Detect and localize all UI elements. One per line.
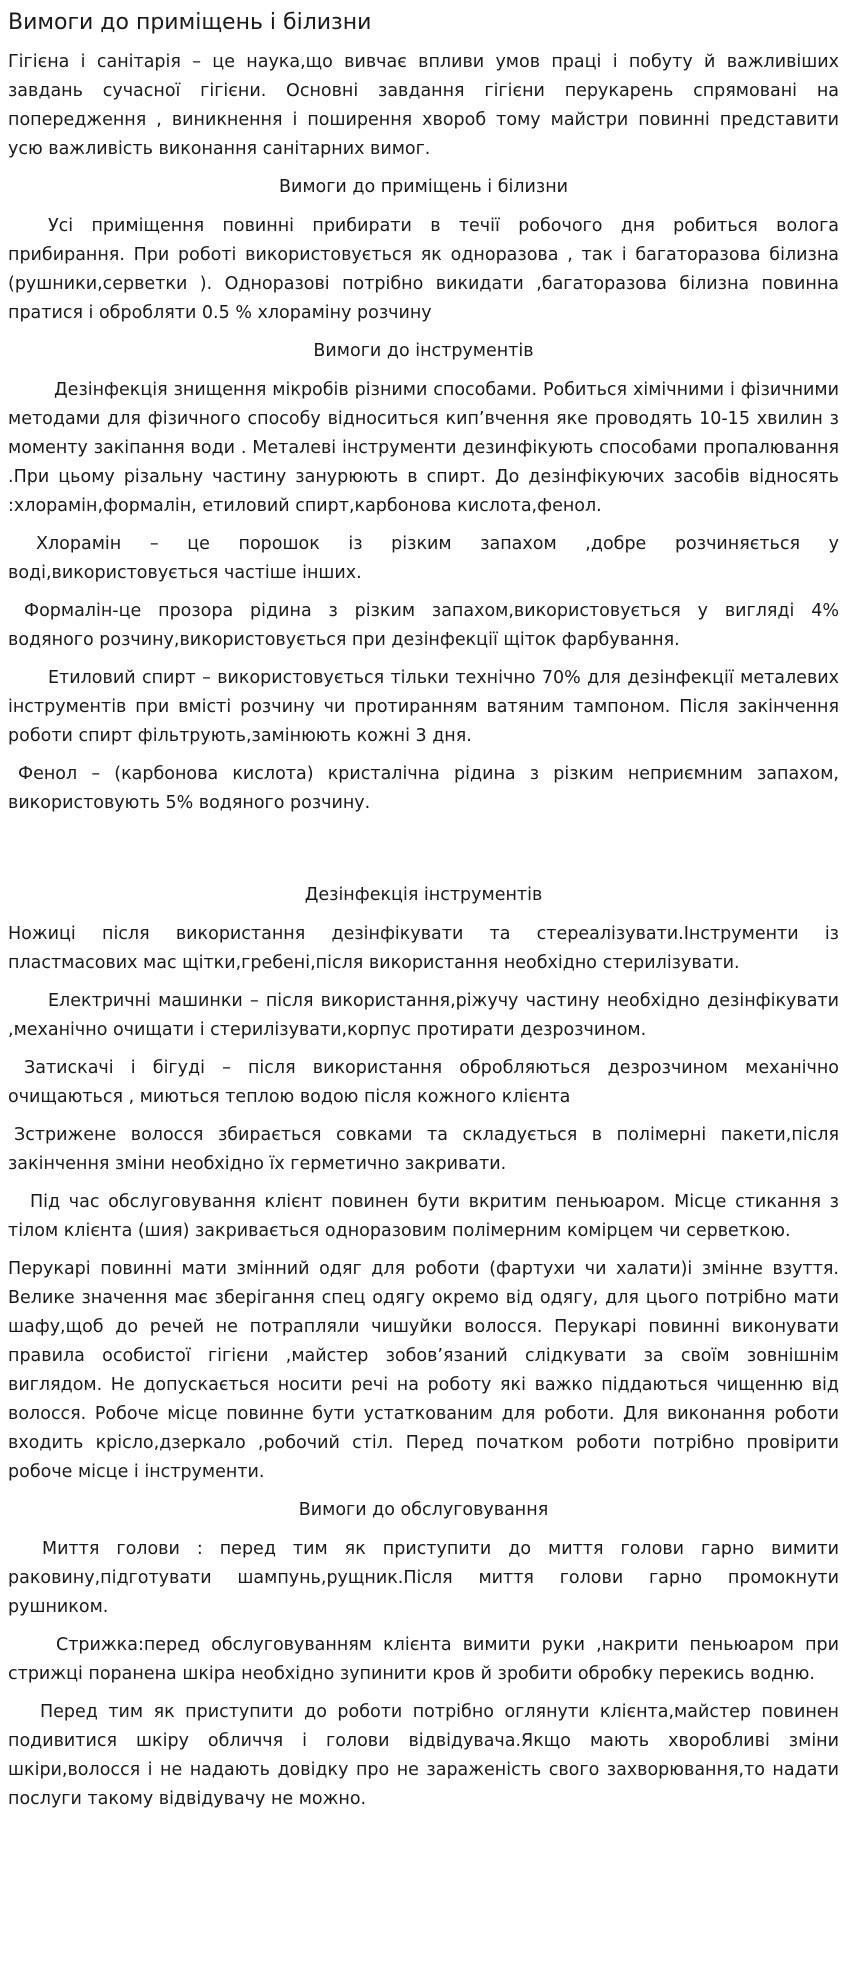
section-heading: Вимоги до обслуговування: [298, 1500, 549, 1520]
section-spacer: [8, 827, 839, 873]
section-heading: Вимоги до інструментів: [313, 341, 534, 361]
paragraph: Хлорамін – це порошок із різким запахом ,добре розчиняється у воді,використовується частіше інших.: [8, 534, 839, 583]
paragraph: Дезінфекція знищення мікробів різними способами. Робиться хімічними і фізичними методами для фізичного способу відноситься кип’вчення яке проводять 10-15 хвилин з моменту закіпання води . Металеві інструменти дезинфікують способами пропалювання .При цьому різальну частину занурюють в спирт. До дезінфікуючих засобів відносять :хлорамін,формалін, етиловий спирт,карбонова кислота,фенол.: [8, 380, 839, 516]
paragraph: Перукарі повинні мати змінний одяг для роботи (фартухи чи халати)і змінне взуття. Велике значення має зберігання спец одягу окремо від одягу, для цього потрібно мати шафу,щоб до речей не потрапляли чишуйки волосся. Перукарі повинні виконувати правила особистої гігієни ,майстер зобов’язаний слідкувати за своїм зовнішнім виглядом. Не допускається носити речі на роботу які важко піддаються чищенню від волосся. Робоче місце повинне бути устаткованим для роботи. Для виконання роботи входить крісло,дзеркало ,робочий стіл. Перед початком роботи потрібно провірити робоче місце і інструменти.: [8, 1259, 839, 1482]
paragraph: Усі приміщення повинні прибирати в течії робочого дня робиться волога прибирання. При роботі використовується як одноразова , так і багаторазова білизна (рушники,серветки ). Одноразові потрібно викидати ,багаторазова білизна повинна пратися і обробляти 0.5 % хлораміну розчину: [8, 216, 839, 323]
paragraph: Формалін-це прозора рідина з різким запахом,використовується у вигляді 4% водяного розчину,використовується при дезінфекції щіток фарбування.: [8, 601, 839, 650]
paragraph: Гігієна і санітарія – це наука,що вивчає впливи умов праці і побуту й важливіших завдань сучасної гігієни. Основні завдання гігієни перукарень спрямовані на попередження , виникнення і поширення хвороб тому майстри повинні представити усю важливість виконання санітарних вимог.: [8, 52, 839, 159]
paragraph: Перед тим як приступити до роботи потрібно оглянути клієнта,майстер повинен подивитися шкіру обличчя і голови відвідувача.Якщо мають хворобливі зміни шкіри,волосся і не надають довідку про не зараженість свого захворювання,то надати послуги такому відвідувачу не можно.: [8, 1702, 839, 1809]
document-body: [8, 48, 839, 1814]
paragraph: Ножиці після використання дезінфікувати та стереалізувати.Інструменти із пластмасових мас щітки,гребені,після використання необхідно стерилізувати.: [8, 924, 839, 973]
paragraph: Фенол – (карбонова кислота) кристалічна рідина з різким неприємним запахом, використовують 5% водяного розчину.: [8, 764, 839, 813]
paragraph: Стрижка:перед обслуговуванням клієнта вимити руки ,накрити пеньюаром при стрижці поранена шкіра необхідно зупинити кров й зробити обробку перекись водню.: [8, 1635, 839, 1684]
paragraph: Під час обслуговування клієнт повинен бути вкритим пеньюаром. Місце стикання з тілом клієнта (шия) закривається одноразовим полімерним комірцем чи серветкою.: [8, 1192, 839, 1241]
paragraph: Електричні машинки – після використання,ріжучу частину необхідно дезінфікувати ,механічно очищати і стерилізувати,корпус протирати дезрозчином.: [8, 991, 839, 1040]
paragraph: Затискачі і бігуді – після використання обробляються дезрозчином механічно очищаються , миються теплою водою після кожного клієнта: [8, 1058, 839, 1107]
document-title: Вимоги до приміщень і білизни: [8, 10, 372, 35]
paragraph: Миття голови : перед тим як приступити до миття голови гарно вимити раковину,підготувати шампунь,рущник.Після миття голови гарно промокнути рушником.: [8, 1539, 839, 1617]
section-heading: Дезінфекція інструментів: [304, 885, 543, 905]
section-heading: Вимоги до приміщень і білизни: [278, 177, 569, 197]
paragraph: Етиловий спирт – використовується тільки технічно 70% для дезінфекції металевих інструментів при вмісті розчину чи протиранням ватяним тампоном. Після закінчення роботи спирт фільтрують,замінюють кожні 3 дня.: [8, 668, 839, 746]
paragraph: Зстрижене волосся збирається совками та складується в полімерні пакети,після закінчення зміни необхідно їх герметично закривати.: [8, 1125, 839, 1174]
